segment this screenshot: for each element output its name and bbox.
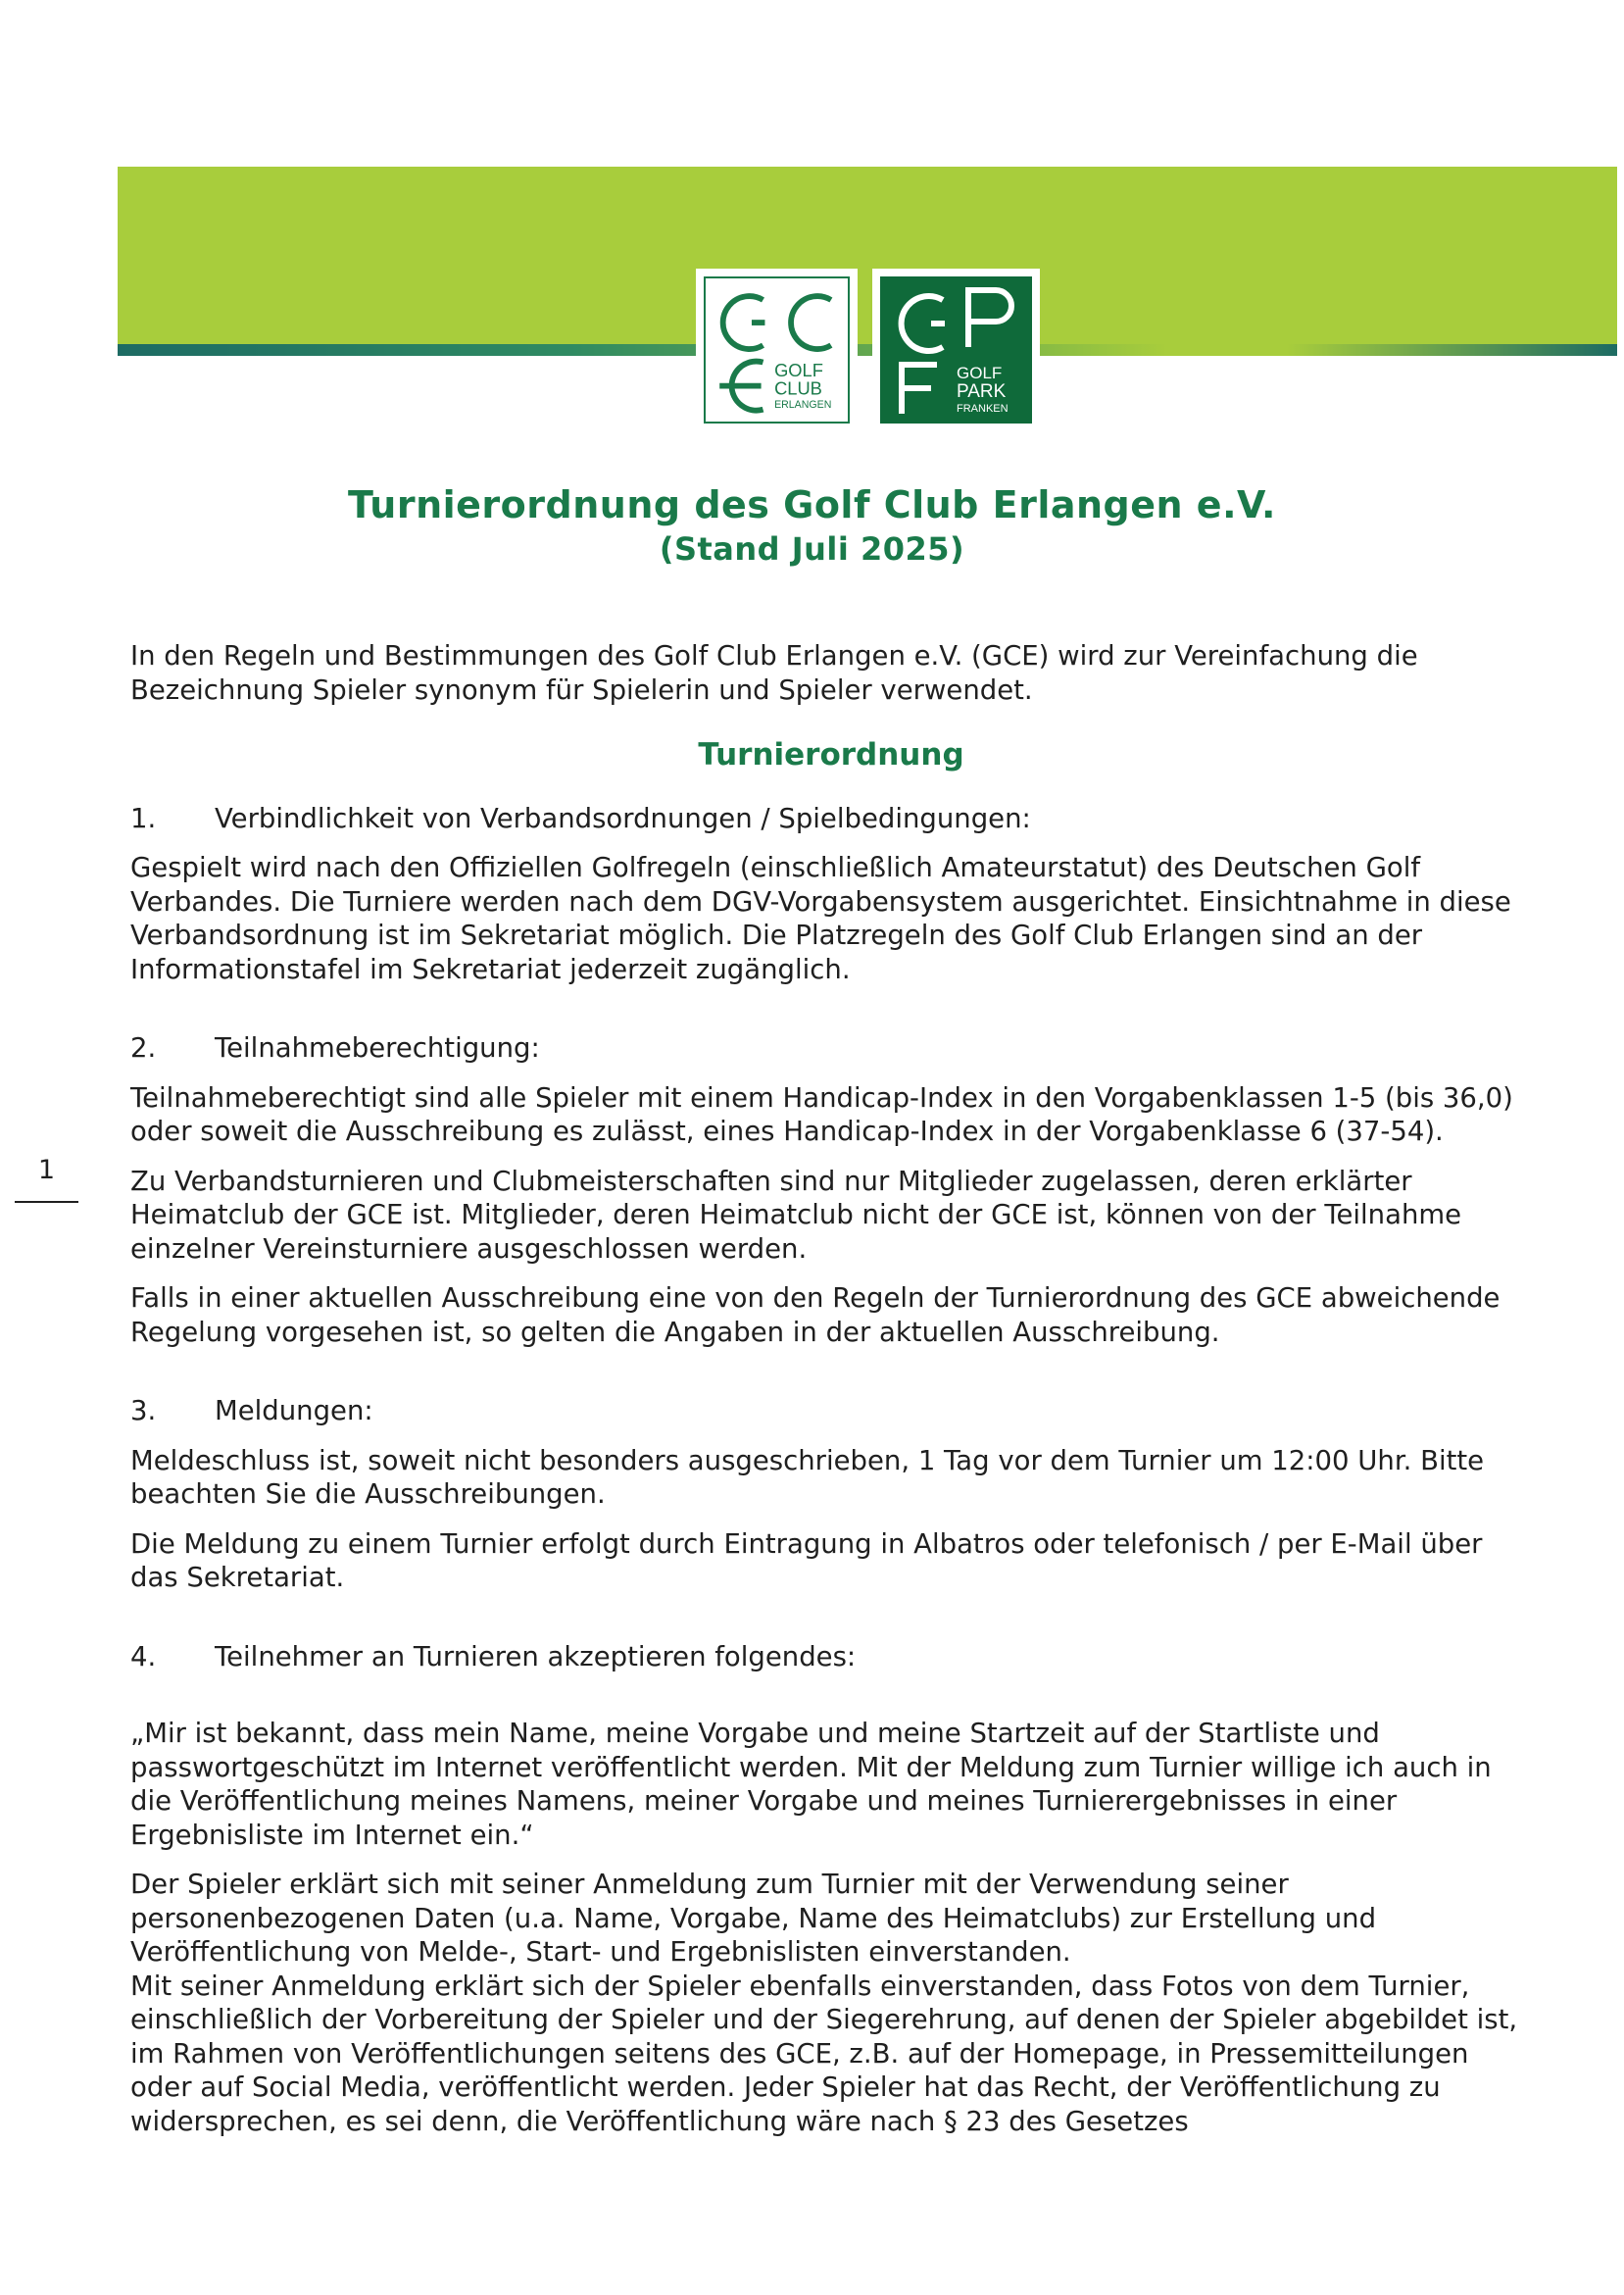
spacer (130, 1002, 1532, 1031)
item-paragraph: Teilnahmeberechtigt sind alle Spieler mit einem Handicap-Index in den Vorgabenklassen 1-5 (bis 36,0) oder soweit die Ausschreibung es zulässt, eines Handicap-Index in der Vorgabenklasse 6 (37-54). (130, 1081, 1513, 1147)
item-number: 4. (130, 1640, 157, 1672)
page-number: 1 (37, 1155, 56, 1185)
spacer (130, 1611, 1532, 1640)
document-body (130, 639, 1532, 2154)
gpf-logo (872, 269, 1040, 431)
item-heading (130, 1640, 1532, 1674)
header-stripe (118, 344, 1617, 356)
spacer (130, 1689, 1532, 1717)
item-paragraph: Gespielt wird nach den Offiziellen Golfregeln (einschließlich Amateurstatut) des Deutschen Golf Verbandes. Die Turniere werden nach dem DGV-Vorgabensystem ausgerichtet. Einsichtnahme in diese Verbandsordnung ist im Sekretariat möglich. Die Platzregeln des Golf Club Erlangen sind an der Informationstafel im Sekretariat jederzeit zugänglich. (130, 852, 1511, 985)
item-number: 2. (130, 1032, 157, 1064)
gce-logo-text-1: GOLF (774, 359, 823, 380)
item-number: 3. (130, 1395, 157, 1426)
gpf-logo-text-3: FRANKEN (957, 403, 1009, 415)
item-paragraph: Die Meldung zu einem Turnier erfolgt durch Eintragung in Albatros oder telefonisch / per E-Mail über das Sekretariat. (130, 1527, 1483, 1593)
intro-paragraph: In den Regeln und Bestimmungen des Golf Club Erlangen e.V. (GCE) wird zur Vereinfachung die Bezeichnung Spieler synonym für Spielerin und Spieler verwendet. (130, 640, 1418, 706)
gce-logo-text-3: ERLANGEN (774, 398, 832, 411)
item-title: Teilnehmer an Turnieren akzeptieren folgendes: (215, 1640, 857, 1672)
item-heading (130, 1394, 1532, 1428)
item-heading (130, 1031, 1532, 1066)
item-title: Teilnahmeberechtigung: (215, 1032, 540, 1064)
document-title: Turnierordnung des Golf Club Erlangen e.V. (348, 483, 1276, 526)
item-heading (130, 802, 1532, 836)
item-paragraph: Falls in einer aktuellen Ausschreibung eine von den Regeln der Turnierordnung des GCE abweichende Regelung vorgesehen ist, so gelten die Angaben in der aktuellen Ausschreibung. (130, 1282, 1501, 1348)
item-paragraph: Mit seiner Anmeldung erklärt sich der Spieler ebenfalls einverstanden, dass Fotos von dem Turnier, einschließlich der Vorbereitung der Spieler und der Siegerehrung, auf denen der Spieler abgebildet ist, im Rahmen von Veröffentlichungen seitens des GCE, z.B. auf der Homepage, in Pressemitteilungen oder auf Social Media, veröffentlicht werden. Jeder Spieler hat das Recht, der Veröffentlichung zu widersprechen, es sei denn, die Veröffentlichung wäre nach § 23 des Gesetzes (130, 1970, 1518, 2137)
item-title: Verbindlichkeit von Verbandsordnungen / Spielbedingungen: (215, 802, 1031, 834)
header-banner (118, 167, 1617, 355)
item-paragraph: Meldeschluss ist, soweit nicht besonders ausgeschrieben, 1 Tag vor dem Turnier um 12:00 Uhr. Bitte beachten Sie die Ausschreibungen. (130, 1444, 1485, 1510)
page-number-rule (15, 1201, 78, 1203)
gpf-logo-text-1: GOLF (957, 364, 1003, 382)
gpf-logo-mark (872, 269, 1040, 431)
gce-logo (696, 269, 858, 431)
gce-logo-text-2: CLUB (774, 377, 822, 399)
item-paragraph: „Mir ist bekannt, dass mein Name, meine Vorgabe und meine Startzeit auf der Startliste und passwortgeschützt im Internet veröffentlicht werden. Mit der Meldung zum Turnier willige ich auch in die Veröffentlichung meines Namens, meiner Vorgabe und meines Turnierergebnisses in einer Ergebnisliste im Internet ein.“ (130, 1718, 1492, 1851)
gpf-logo-text-2: PARK (957, 381, 1007, 402)
item-title: Meldungen: (215, 1395, 373, 1426)
section-heading: Turnierordnung (698, 737, 964, 773)
item-number: 1. (130, 802, 157, 834)
document-subtitle: (Stand Juli 2025) (659, 530, 965, 568)
gce-logo-mark (699, 272, 855, 428)
item-paragraph: Der Spieler erklärt sich mit seiner Anmeldung zum Turnier mit der Verwendung seiner personenbezogenen Daten (u.a. Name, Vorgabe, Name des Heimatclubs) zur Erstellung und Veröffentlichung von Melde-, Start- und Ergebnislisten einverstanden. (130, 1869, 1377, 1968)
spacer (130, 1365, 1532, 1394)
item-paragraph: Zu Verbandsturnieren und Clubmeisterschaften sind nur Mitglieder zugelassen, deren erklärter Heimatclub der GCE ist. Mitglieder, deren Heimatclub nicht der GCE ist, können von der Teilnahme einzelner Vereinsturniere ausgeschlossen werden. (130, 1165, 1462, 1265)
